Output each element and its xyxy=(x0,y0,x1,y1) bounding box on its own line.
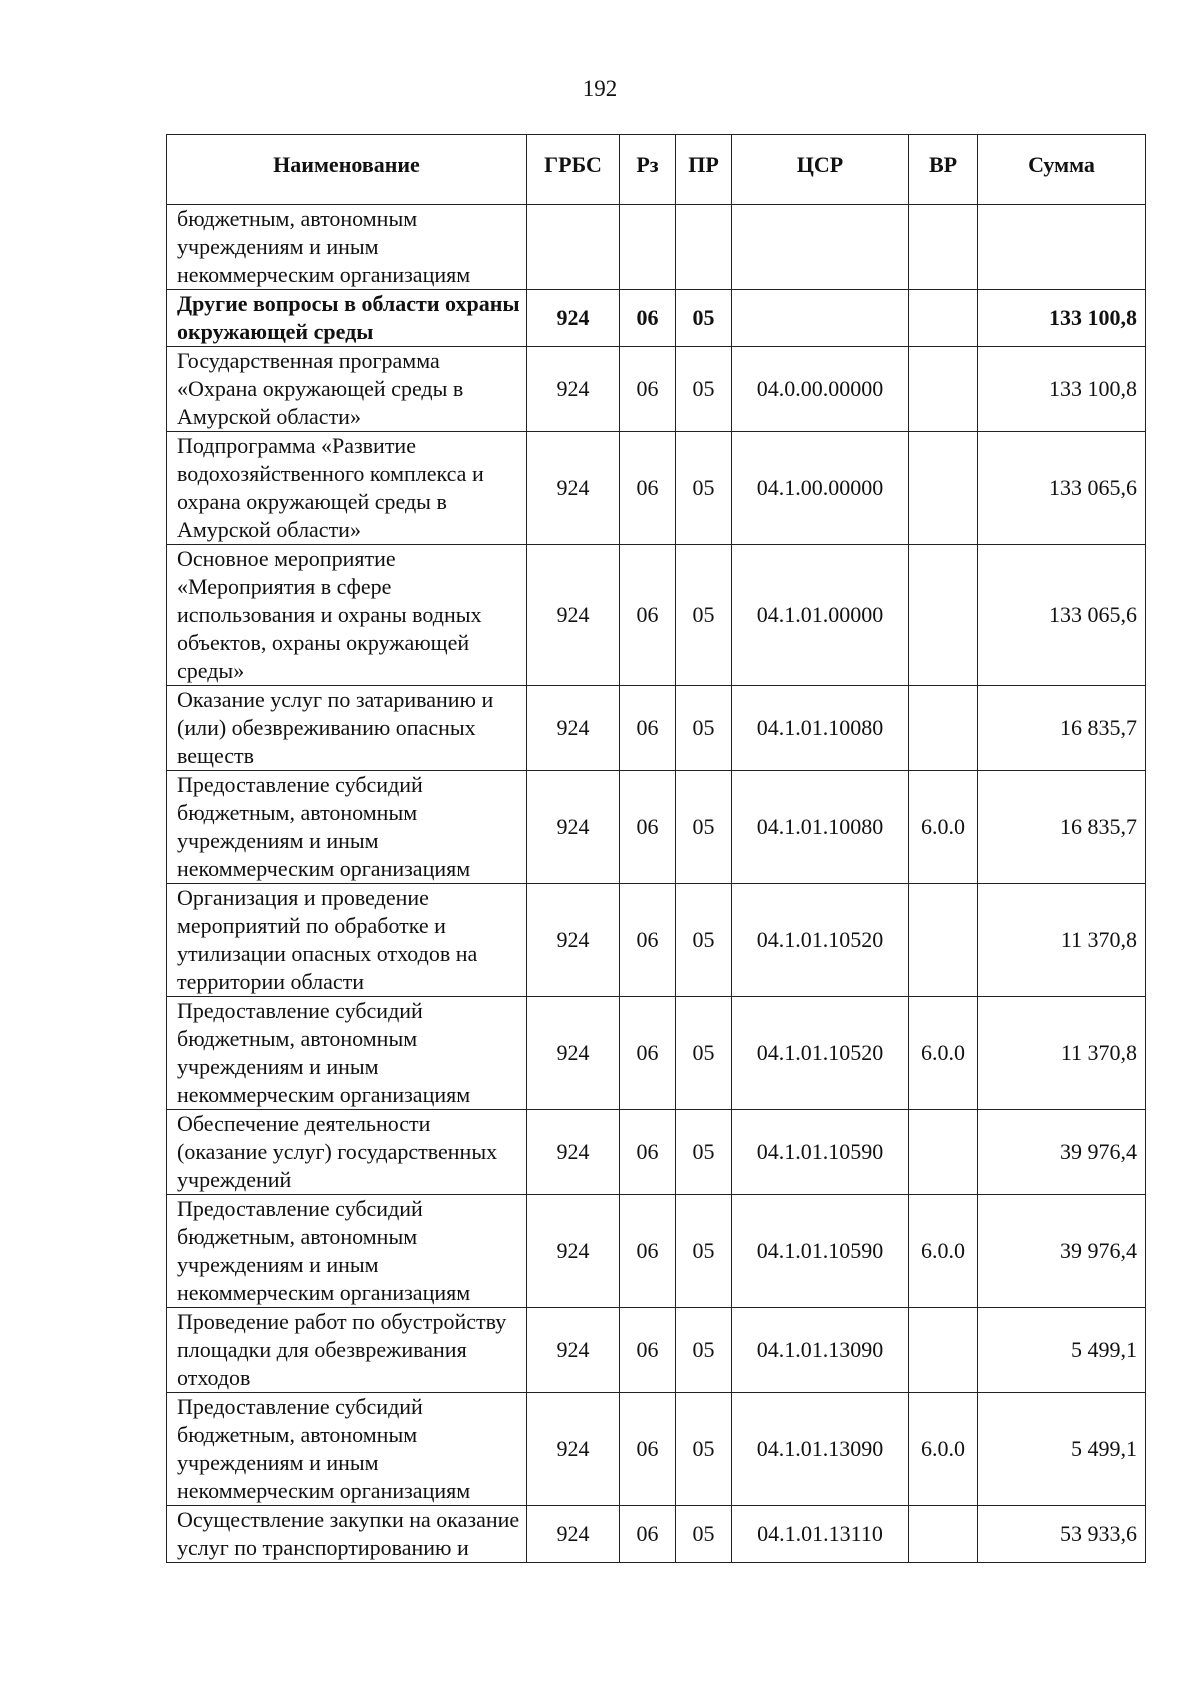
column-header-grbs: ГРБС xyxy=(527,135,620,205)
cell-sum: 53 933,6 xyxy=(978,1506,1146,1563)
cell-rz xyxy=(620,205,676,290)
cell-sum: 133 065,6 xyxy=(978,545,1146,686)
cell-grbs: 924 xyxy=(527,347,620,432)
cell-grbs: 924 xyxy=(527,545,620,686)
cell-csr: 04.1.01.10520 xyxy=(732,997,909,1110)
table-row xyxy=(167,686,1146,771)
table-row xyxy=(167,1506,1146,1563)
table-row xyxy=(167,1195,1146,1308)
table-row xyxy=(167,347,1146,432)
cell-csr: 04.1.01.10590 xyxy=(732,1195,909,1308)
cell-vr xyxy=(909,1308,978,1393)
cell-name: Организация и проведение мероприятий по обработке и утилизации опасных отходов на территории области xyxy=(167,884,527,997)
cell-csr: 04.1.01.10080 xyxy=(732,686,909,771)
table-header-row xyxy=(167,135,1146,205)
cell-rz: 06 xyxy=(620,1195,676,1308)
cell-sum: 133 100,8 xyxy=(978,290,1146,347)
cell-vr xyxy=(909,347,978,432)
cell-grbs: 924 xyxy=(527,997,620,1110)
cell-vr: 6.0.0 xyxy=(909,1195,978,1308)
table-row xyxy=(167,997,1146,1110)
cell-grbs: 924 xyxy=(527,290,620,347)
cell-sum: 39 976,4 xyxy=(978,1110,1146,1195)
cell-csr xyxy=(732,290,909,347)
cell-vr xyxy=(909,1110,978,1195)
cell-grbs: 924 xyxy=(527,771,620,884)
cell-csr: 04.1.01.13110 xyxy=(732,1506,909,1563)
cell-grbs: 924 xyxy=(527,1393,620,1506)
column-header-rz: Рз xyxy=(620,135,676,205)
cell-vr: 6.0.0 xyxy=(909,771,978,884)
cell-grbs: 924 xyxy=(527,1110,620,1195)
budget-table xyxy=(166,134,1146,1563)
cell-grbs: 924 xyxy=(527,432,620,545)
cell-sum: 5 499,1 xyxy=(978,1308,1146,1393)
cell-name: Другие вопросы в области охраны окружающей среды xyxy=(167,290,527,347)
cell-name: Предоставление субсидий бюджетным, автономным учреждениям и иным некоммерческим организациям xyxy=(167,1195,527,1308)
table-row xyxy=(167,771,1146,884)
cell-csr: 04.0.00.00000 xyxy=(732,347,909,432)
cell-csr: 04.1.01.13090 xyxy=(732,1308,909,1393)
cell-name: Основное мероприятие «Мероприятия в сфере использования и охраны водных объектов, охраны окружающей среды» xyxy=(167,545,527,686)
cell-rz: 06 xyxy=(620,1110,676,1195)
cell-grbs: 924 xyxy=(527,1308,620,1393)
cell-grbs xyxy=(527,205,620,290)
cell-vr xyxy=(909,205,978,290)
cell-name: Осуществление закупки на оказание услуг по транспортированию и xyxy=(167,1506,527,1563)
column-header-vr: ВР xyxy=(909,135,978,205)
cell-vr: 6.0.0 xyxy=(909,997,978,1110)
cell-sum: 133 065,6 xyxy=(978,432,1146,545)
cell-name: бюджетным, автономным учреждениям и иным некоммерческим организациям xyxy=(167,205,527,290)
cell-vr xyxy=(909,545,978,686)
cell-rz: 06 xyxy=(620,884,676,997)
cell-csr: 04.1.01.10080 xyxy=(732,771,909,884)
cell-pr: 05 xyxy=(676,1195,732,1308)
cell-rz: 06 xyxy=(620,1506,676,1563)
cell-sum xyxy=(978,205,1146,290)
cell-rz: 06 xyxy=(620,1393,676,1506)
cell-csr: 04.1.01.00000 xyxy=(732,545,909,686)
cell-name: Государственная программа «Охрана окружающей среды в Амурской области» xyxy=(167,347,527,432)
cell-name: Предоставление субсидий бюджетным, автономным учреждениям и иным некоммерческим организациям xyxy=(167,1393,527,1506)
table-row xyxy=(167,1110,1146,1195)
column-header-name: Наименование xyxy=(167,135,527,205)
cell-name: Обеспечение деятельности (оказание услуг) государственных учреждений xyxy=(167,1110,527,1195)
cell-vr xyxy=(909,686,978,771)
table-row xyxy=(167,432,1146,545)
cell-pr: 05 xyxy=(676,771,732,884)
cell-pr: 05 xyxy=(676,686,732,771)
cell-rz: 06 xyxy=(620,545,676,686)
cell-pr: 05 xyxy=(676,1110,732,1195)
cell-pr: 05 xyxy=(676,432,732,545)
cell-grbs: 924 xyxy=(527,1195,620,1308)
table-row xyxy=(167,1308,1146,1393)
cell-rz: 06 xyxy=(620,1308,676,1393)
cell-sum: 11 370,8 xyxy=(978,997,1146,1110)
cell-pr: 05 xyxy=(676,884,732,997)
cell-name: Предоставление субсидий бюджетным, автономным учреждениям и иным некоммерческим организациям xyxy=(167,771,527,884)
cell-vr xyxy=(909,884,978,997)
cell-grbs: 924 xyxy=(527,1506,620,1563)
cell-pr: 05 xyxy=(676,545,732,686)
cell-rz: 06 xyxy=(620,432,676,545)
cell-rz: 06 xyxy=(620,997,676,1110)
cell-grbs: 924 xyxy=(527,686,620,771)
column-header-sum: Сумма xyxy=(978,135,1146,205)
cell-pr: 05 xyxy=(676,347,732,432)
column-header-csr: ЦСР xyxy=(732,135,909,205)
table-row xyxy=(167,205,1146,290)
cell-name: Подпрограмма «Развитие водохозяйственного комплекса и охрана окружающей среды в Амурской области» xyxy=(167,432,527,545)
cell-csr: 04.1.01.13090 xyxy=(732,1393,909,1506)
cell-vr xyxy=(909,432,978,545)
cell-sum: 39 976,4 xyxy=(978,1195,1146,1308)
cell-pr: 05 xyxy=(676,1393,732,1506)
cell-pr: 05 xyxy=(676,1506,732,1563)
cell-csr: 04.1.01.10590 xyxy=(732,1110,909,1195)
cell-sum: 5 499,1 xyxy=(978,1393,1146,1506)
cell-pr xyxy=(676,205,732,290)
cell-rz: 06 xyxy=(620,686,676,771)
cell-pr: 05 xyxy=(676,1308,732,1393)
table-row xyxy=(167,290,1146,347)
cell-sum: 11 370,8 xyxy=(978,884,1146,997)
table-row xyxy=(167,545,1146,686)
cell-csr: 04.1.01.10520 xyxy=(732,884,909,997)
cell-rz: 06 xyxy=(620,290,676,347)
page-number: 192 xyxy=(582,76,618,101)
cell-sum: 16 835,7 xyxy=(978,686,1146,771)
cell-sum: 16 835,7 xyxy=(978,771,1146,884)
table-row xyxy=(167,1393,1146,1506)
cell-rz: 06 xyxy=(620,347,676,432)
cell-pr: 05 xyxy=(676,290,732,347)
table-row xyxy=(167,884,1146,997)
cell-vr: 6.0.0 xyxy=(909,1393,978,1506)
cell-sum: 133 100,8 xyxy=(978,347,1146,432)
cell-name: Оказание услуг по затариванию и (или) обезвреживанию опасных веществ xyxy=(167,686,527,771)
cell-grbs: 924 xyxy=(527,884,620,997)
cell-vr xyxy=(909,1506,978,1563)
cell-csr: 04.1.00.00000 xyxy=(732,432,909,545)
column-header-pr: ПР xyxy=(676,135,732,205)
cell-vr xyxy=(909,290,978,347)
cell-name: Предоставление субсидий бюджетным, автономным учреждениям и иным некоммерческим организациям xyxy=(167,997,527,1110)
cell-pr: 05 xyxy=(676,997,732,1110)
cell-rz: 06 xyxy=(620,771,676,884)
cell-name: Проведение работ по обустройству площадки для обезвреживания отходов xyxy=(167,1308,527,1393)
cell-csr xyxy=(732,205,909,290)
